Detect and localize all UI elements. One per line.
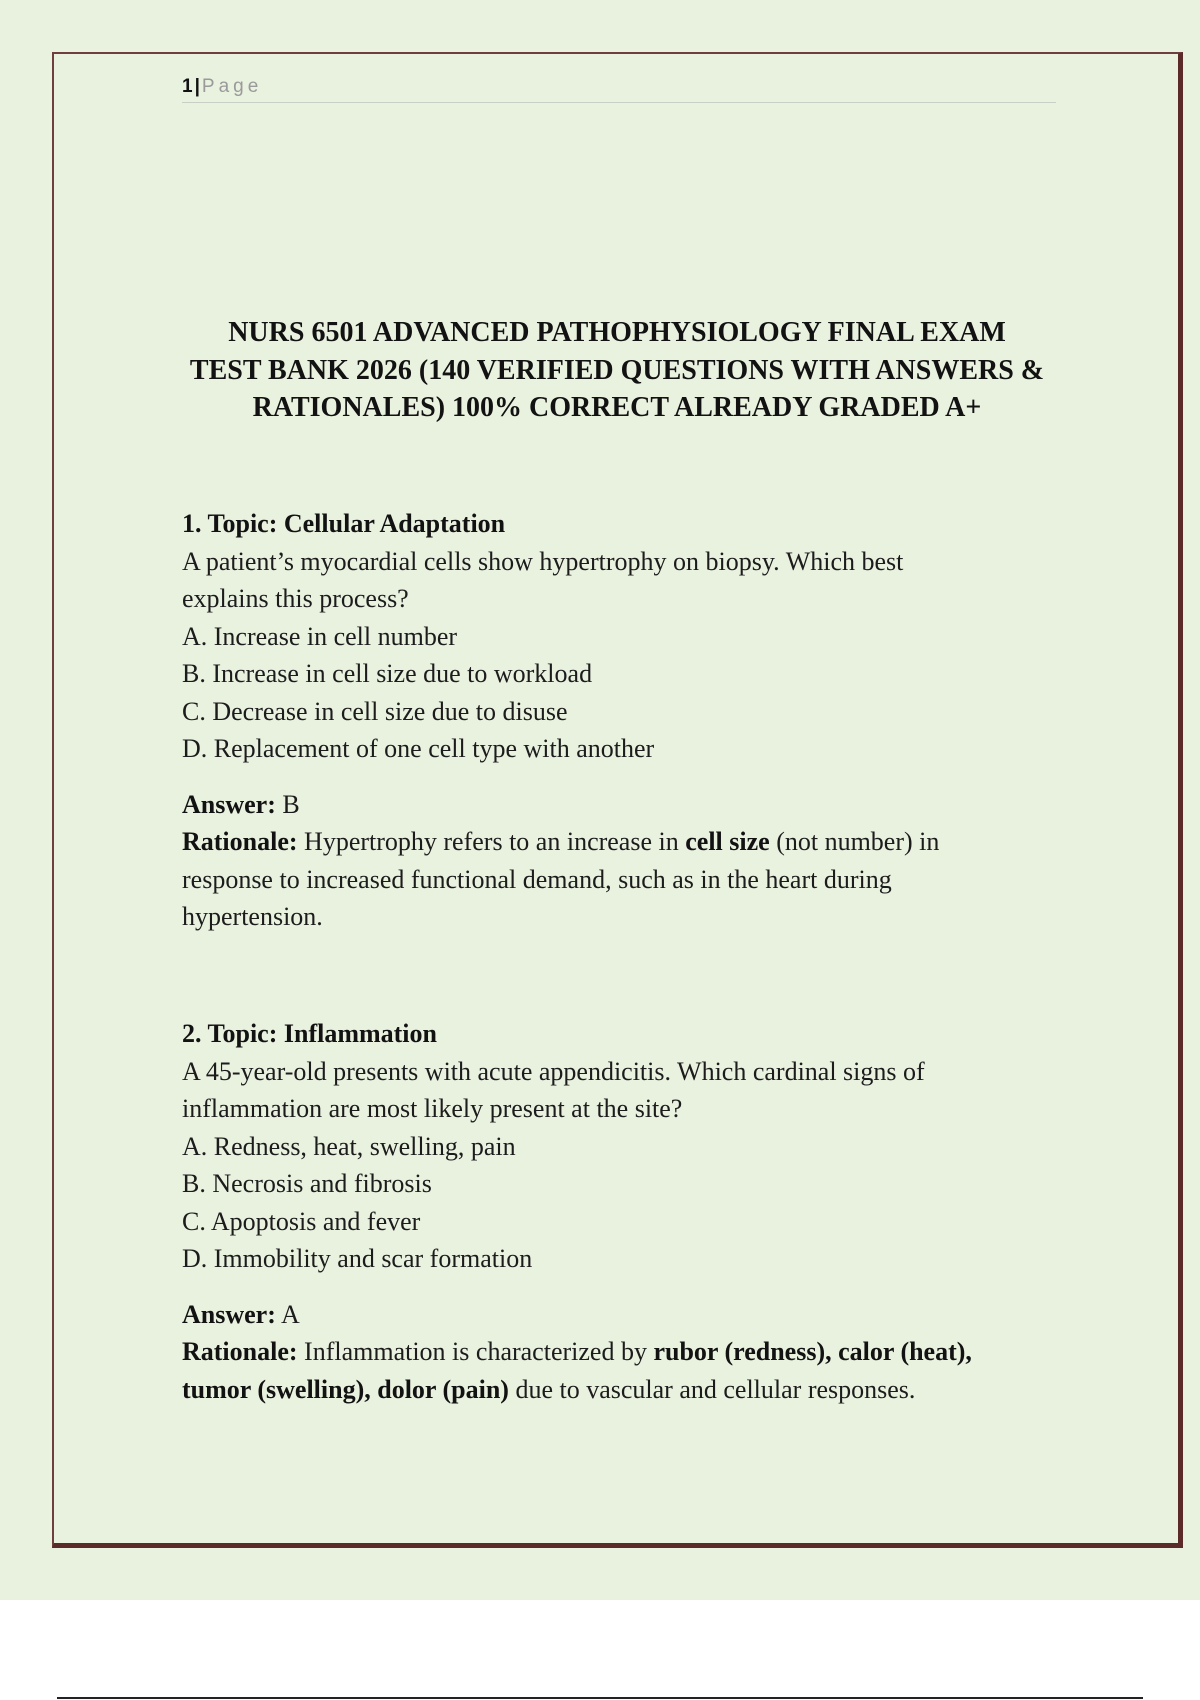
answer-line [182,1296,1082,1334]
option-b: B. Increase in cell size due to workload [182,659,593,688]
answer-label: Answer: [182,1299,276,1329]
option-a: A. Increase in cell number [182,621,458,651]
option-d: D. Immobility and scar formation [182,1244,533,1273]
rationale-text: Inflammation is characterized by [297,1337,654,1366]
title-line-1: NURS 6501 ADVANCED PATHOPHYSIOLOGY FINAL EXAM [228,317,1006,348]
answer-value: B [275,789,300,819]
question-heading: 2. Topic: Inflammation [182,1019,437,1048]
title-line-2: TEST BANK 2026 (140 VERIFIED QUESTIONS WITH ANSWERS & [189,354,1045,386]
rationale-line-1 [182,823,1082,861]
answer-line [182,786,1082,824]
document-title [150,314,1084,427]
bottom-rule [57,1697,1143,1699]
option-b: B. Necrosis and fibrosis [182,1169,432,1198]
option-c: C. Decrease in cell size due to disuse [182,696,568,726]
rationale-text: Hypertrophy refers to an increase in [297,827,686,856]
rationale-emphasis: rubor (redness), calor (heat), [653,1337,972,1366]
rationale-emphasis: tumor (swelling), dolor (pain) [182,1374,509,1404]
rationale-text: due to vascular and cellular responses. [508,1374,916,1404]
rationale-label: Rationale: [182,1337,298,1366]
option-d: D. Replacement of one cell type with another [182,734,655,763]
rationale-line-2: response to increased functional demand, such as in the heart during [182,864,892,894]
rationale-text: (not number) in [769,827,940,856]
page-number: 1 [182,76,193,97]
answer-block [182,786,1082,936]
rationale-emphasis: cell size [685,827,770,856]
title-line-3: RATIONALES) 100% CORRECT ALREADY GRADED A+ [252,392,982,423]
rationale-line-2 [182,1371,1082,1409]
rationale-line-3: hypertension. [182,902,323,931]
question-stem-line-1: A patient’s myocardial cells show hypertrophy on biopsy. Which best [182,546,904,576]
question-2 [182,1015,1082,1408]
rationale-line-1 [182,1333,1082,1371]
page-header [182,74,1056,103]
question-heading: 1. Topic: Cellular Adaptation [182,509,506,538]
question-stem-line-2: explains this process? [182,584,409,613]
option-c: C. Apoptosis and fever [182,1206,421,1236]
answer-label: Answer: [182,789,276,819]
answer-block [182,1296,1082,1409]
question-1 [182,505,1082,936]
question-stem-line-1: A 45-year-old presents with acute appendicitis. Which cardinal signs of [182,1056,925,1086]
page-word: Page [201,76,263,97]
rationale-label: Rationale: [182,827,298,856]
answer-value: A [275,1299,300,1329]
header-separator: | [194,76,200,97]
question-stem-line-2: inflammation are most likely present at the site? [182,1094,683,1123]
option-a: A. Redness, heat, swelling, pain [182,1131,516,1161]
